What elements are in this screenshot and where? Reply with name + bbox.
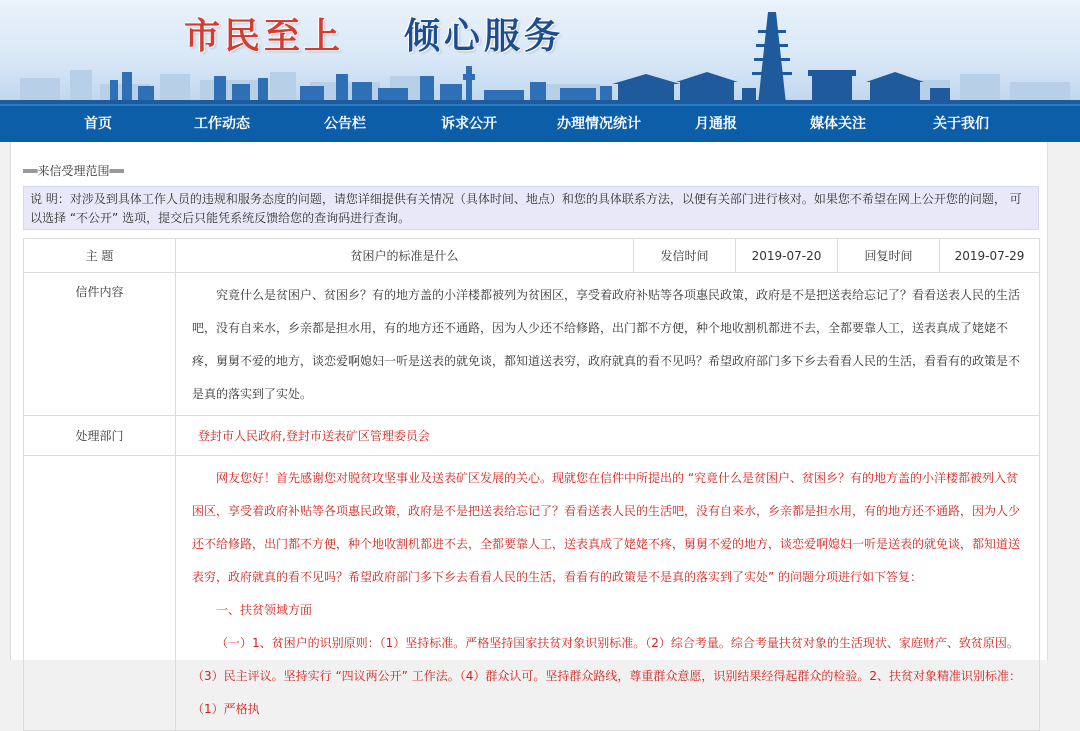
- nav-handling-stats[interactable]: 办理情况统计: [557, 116, 641, 132]
- letter-table: [23, 238, 1040, 731]
- dept-row: [24, 416, 1040, 456]
- subject-label: 主 题: [24, 239, 176, 273]
- nav-public-requests[interactable]: 诉求公开: [441, 116, 497, 132]
- reply-paragraph: 网友您好！首先感谢您对脱贫攻坚事业及送表矿区发展的关心。现就您在信件中所提出的 “究竟什么是贫困户、贫困乡？有的地方盖的小洋楼都被列入贫困区，享受着政府补贴等各项惠民政策，政府是不是把送表给忘记了？看看送表人民的生活吧，没有自来水，乡亲都是担水用，有的地方还不通路，因为人少还不给修路，出门都不方便，种个地收割机都进不去，全都要靠人工，送表真成了姥姥不疼，舅舅不爱的地方，谈恋爱啊媳妇一听是送表的就免谈，都知道送表穷，政府就真的看不见吗？希望政府部门多下乡去看看人民的生活，看看有的政策是不是真的落实到了实处” 的问题分项进行如下答复：: [192, 471, 1021, 584]
- reply-heading: 一、扶贫领域方面: [216, 603, 313, 617]
- subject-row: [24, 239, 1040, 273]
- main-nav: [0, 104, 1080, 142]
- dept-label: 处理部门: [24, 416, 176, 456]
- reply-row: [24, 456, 1040, 731]
- content-label: 信件内容: [24, 273, 176, 416]
- nav-bulletin[interactable]: 公告栏: [324, 116, 366, 132]
- nav-about-us[interactable]: 关于我们: [933, 116, 989, 132]
- slogan-left: 市民至上: [184, 15, 345, 57]
- nav-media-attention[interactable]: 媒体关注: [810, 116, 866, 132]
- sent-time-label: 发信时间: [634, 239, 736, 273]
- section-label: ══来信受理范围══: [23, 164, 124, 178]
- letter-content: 究竟什么是贫困户、贫困乡？有的地方盖的小洋楼都被列为贫困区，享受着政府补贴等各项惠民政策，政府是不是把送表给忘记了？看看送表人民的生活吧，没有自来水，乡亲都是担水用，有的地方还不通路，因为人少还不给修路，出门都不方便，种个地收割机都进不去，全都要靠人工，送表真成了姥姥不疼，舅舅不爱的地方，谈恋爱啊媳妇一听是送表的就免谈，都知道送表穷，政府就真的看不见吗？希望政府部门多下乡去看看人民的生活，看看有的政策是不是真的落实到了实处。: [176, 273, 1040, 416]
- sent-time-value: 2019-07-20: [736, 239, 838, 273]
- nav-home[interactable]: 首页: [84, 116, 112, 132]
- nav-work-news[interactable]: 工作动态: [194, 116, 250, 132]
- slogan-right: 倾心服务: [404, 15, 565, 57]
- reply-label-cell: [24, 456, 176, 731]
- reply-content: [176, 456, 1040, 731]
- dept-value: 登封市人民政府,登封市送表矿区管理委员会: [176, 416, 1040, 456]
- subject-value: 贫困户的标准是什么: [176, 239, 634, 273]
- nav-monthly-report[interactable]: 月通报: [695, 116, 737, 132]
- main-content: [10, 142, 1048, 716]
- content-row: [24, 273, 1040, 416]
- notice-box: 说 明：对涉及到具体工作人员的违规和服务态度的问题，请您详细提供有关情况（具体时间、地点）和您的具体联系方法，以便有关部门进行核对。如果您不希望在网上公开您的问题， 可以选择 “不公开” 选项，提交后只能凭系统反馈给您的查询码进行查询。: [23, 186, 1039, 230]
- site-banner: [0, 0, 1080, 104]
- reply-paragraph: （一）1、贫困户的识别原则：（1）坚持标准。严格坚持国家扶贫对象识别标准。（2）综合考量。综合考量扶贫对象的生活现状、家庭财产、致贫原因。（3）民主评议。坚持实行 “四议两公开” 工作法。（4）群众认可。坚持群众路线，尊重群众意愿，识别结果经得起群众的检验。2、扶贫对象精准识别标准：（1）严格执: [192, 636, 1021, 716]
- reply-time-value: 2019-07-29: [940, 239, 1040, 273]
- reply-time-label: 回复时间: [838, 239, 940, 273]
